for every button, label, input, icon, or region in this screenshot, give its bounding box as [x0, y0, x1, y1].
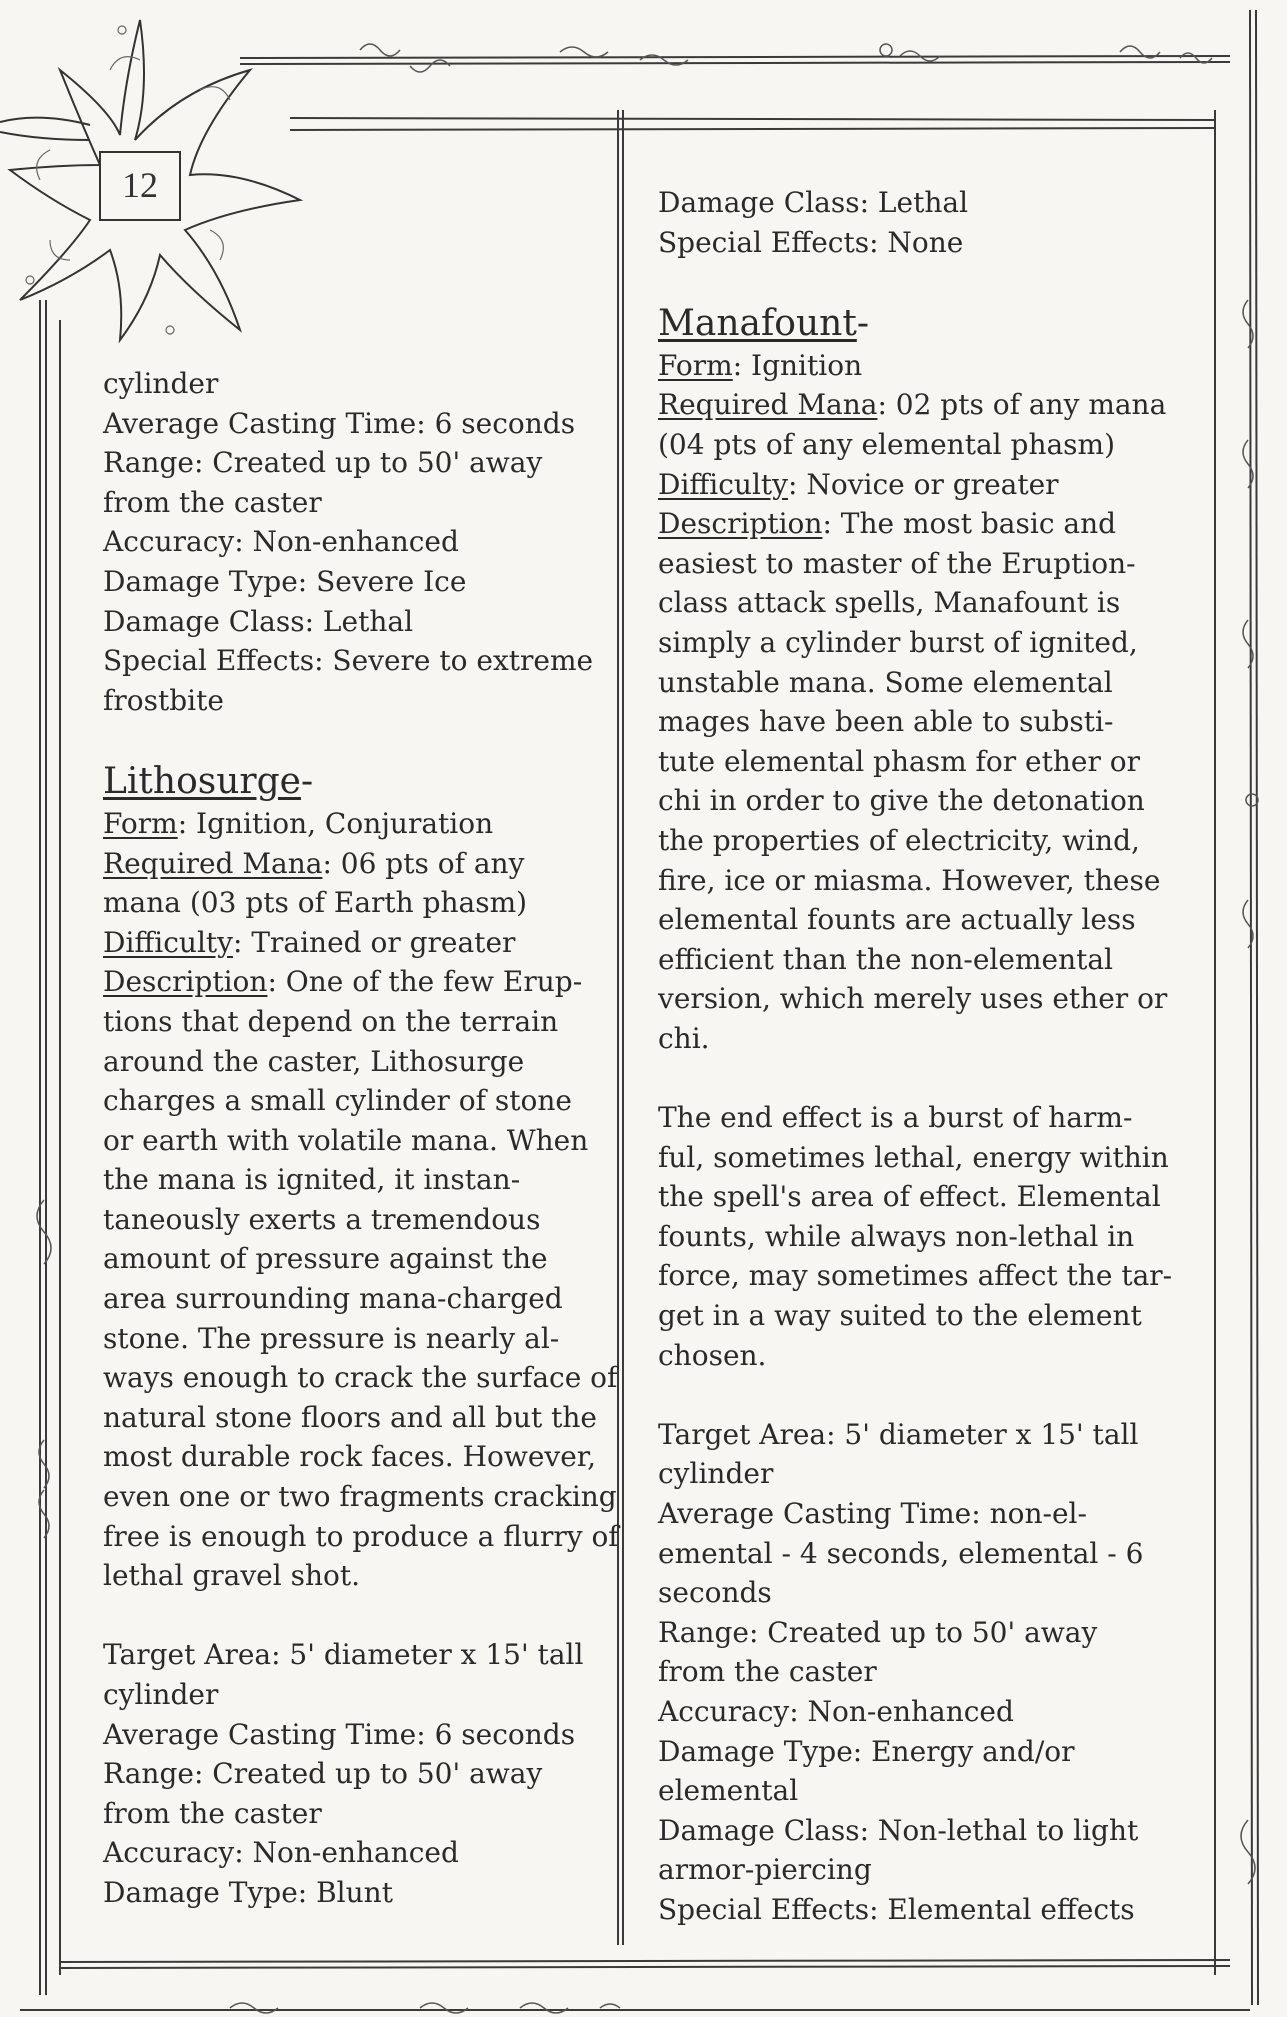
description-text: area surrounding mana-charged: [103, 1282, 563, 1316]
spell-title-text: Lithosurge: [103, 760, 301, 802]
stat-line: frostbite: [103, 683, 224, 717]
mana-value: : 06 pts of any: [322, 846, 525, 880]
description-text: mages have been able to substi-: [658, 705, 1114, 739]
stat-line: Special Effects: None: [658, 225, 964, 259]
stat-line: seconds: [658, 1576, 772, 1610]
mana-label: Required Mana: [658, 388, 878, 422]
paragraph-text: get in a way suited to the element: [658, 1299, 1142, 1333]
description-first: : One of the few Erup-: [267, 965, 583, 999]
description-text: class attack spells, Manafount is: [658, 586, 1121, 620]
spell-title-manafount: [658, 302, 1178, 346]
description-text: or earth with volatile mana. When: [103, 1123, 589, 1157]
description-line: [103, 962, 603, 1002]
stat-line: Accuracy: Non-enhanced: [658, 1694, 1014, 1728]
description-text: fire, ice or miasma. However, these: [658, 863, 1161, 897]
mana-value: : 02 pts of any mana: [877, 388, 1167, 422]
form-line: [103, 804, 603, 844]
stat-line: elemental: [658, 1774, 799, 1808]
mana-line-cont: mana (03 pts of Earth phasm): [103, 886, 528, 920]
description-text: tute elemental phasm for ether or: [658, 744, 1140, 778]
spell-title-lithosurge: [103, 760, 603, 804]
spell-title-suffix: -: [300, 760, 314, 802]
description-text: chi.: [658, 1021, 710, 1055]
difficulty-value: : Novice or greater: [788, 467, 1059, 501]
stat-line: Range: Created up to 50' away: [103, 446, 543, 480]
stat-line: Target Area: 5' diameter x 15' tall: [658, 1417, 1139, 1451]
spell-title-text: Manafount: [658, 302, 857, 344]
paragraph-text: founts, while always non-lethal in: [658, 1219, 1135, 1253]
description-text: most durable rock faces. However,: [103, 1440, 596, 1474]
stat-line: Accuracy: Non-enhanced: [103, 1836, 459, 1870]
difficulty-label: Difficulty: [658, 467, 788, 501]
description-text: charges a small cylinder of stone: [103, 1084, 572, 1118]
form-value: : Ignition: [732, 348, 863, 382]
description-text: chi in order to give the detonation: [658, 784, 1145, 818]
paragraph-text: the spell's area of effect. Elemental: [658, 1180, 1161, 1214]
description-text: even one or two fragments cracking: [103, 1480, 617, 1514]
stat-line: Damage Class: Non-lethal to light: [658, 1813, 1139, 1847]
description-text: around the caster, Lithosurge: [103, 1044, 525, 1078]
description-text: tions that depend on the terrain: [103, 1004, 559, 1038]
stat-line: cylinder: [103, 1678, 219, 1711]
paragraph-text: ful, sometimes lethal, energy within: [658, 1140, 1169, 1174]
stat-line: Range: Created up to 50' away: [103, 1757, 543, 1791]
description-text: free is enough to produce a flurry of: [103, 1519, 619, 1553]
right-column: [658, 183, 1178, 1930]
stat-line: Damage Class: Lethal: [103, 604, 414, 638]
description-first: : The most basic and: [822, 507, 1117, 541]
stat-line: cylinder: [103, 367, 219, 400]
left-column: [103, 364, 619, 1913]
stat-line: Damage Type: Energy and/or: [658, 1734, 1075, 1768]
paragraph-text: chosen.: [658, 1338, 767, 1372]
form-label: Form: [103, 806, 178, 840]
stat-line: from the caster: [103, 1796, 322, 1830]
form-label: Form: [658, 348, 733, 382]
difficulty-line: [103, 923, 603, 963]
description-text: lethal gravel shot.: [103, 1559, 361, 1593]
mana-line: [658, 385, 1178, 425]
spell-title-suffix: -: [856, 302, 869, 344]
description-text: unstable mana. Some elemental: [658, 665, 1113, 699]
description-text: natural stone floors and all but the: [103, 1400, 597, 1434]
mana-label: Required Mana: [103, 846, 323, 880]
description-text: amount of pressure against the: [103, 1242, 548, 1276]
difficulty-line: [658, 465, 1178, 505]
stat-line: from the caster: [658, 1655, 877, 1689]
description-text: version, which merely uses ether or: [658, 982, 1168, 1016]
stat-line: Target Area: 5' diameter x 15' tall: [103, 1638, 584, 1672]
stat-line: Average Casting Time: non-el-: [658, 1497, 1087, 1530]
description-text: elemental founts are actually less: [658, 903, 1136, 937]
description-text: efficient than the non-elemental: [658, 942, 1114, 976]
stat-line: armor-piercing: [658, 1853, 872, 1887]
description-label: Description: [103, 965, 268, 999]
description-text: the mana is ignited, it instan-: [103, 1163, 521, 1197]
stat-line: emental - 4 seconds, elemental - 6: [658, 1536, 1144, 1570]
description-label: Description: [658, 507, 823, 541]
stat-line: Average Casting Time: 6 seconds: [103, 1717, 576, 1751]
stat-line: Accuracy: Non-enhanced: [103, 525, 459, 559]
stat-line: Special Effects: Severe to extreme: [103, 644, 594, 678]
description-text: stone. The pressure is nearly al-: [103, 1321, 560, 1355]
paragraph-text: force, may sometimes affect the tar-: [658, 1259, 1173, 1293]
stat-line: Special Effects: Elemental effects: [658, 1892, 1135, 1926]
mana-line: [103, 844, 603, 884]
form-line: [658, 346, 1178, 386]
description-text: the properties of electricity, wind,: [658, 823, 1140, 857]
stat-line: cylinder: [658, 1457, 774, 1491]
description-text: simply a cylinder burst of ignited,: [658, 625, 1138, 659]
stat-line: Damage Class: Lethal: [658, 186, 969, 219]
difficulty-label: Difficulty: [103, 925, 233, 959]
stat-line: Average Casting Time: 6 seconds: [103, 406, 576, 440]
form-value: : Ignition, Conjuration: [177, 806, 494, 840]
difficulty-value: : Trained or greater: [233, 925, 516, 959]
stat-line: from the caster: [103, 485, 322, 519]
page-number: 12: [122, 165, 158, 205]
stat-line: Damage Type: Severe Ice: [103, 564, 467, 598]
mana-line-cont: (04 pts of any elemental phasm): [658, 427, 1116, 461]
paragraph-text: The end effect is a burst of harm-: [658, 1101, 1133, 1135]
description-text: taneously exerts a tremendous: [103, 1202, 541, 1236]
stat-line: Damage Type: Blunt: [103, 1875, 393, 1909]
description-line: [658, 504, 1178, 544]
description-text: ways enough to crack the surface of: [103, 1361, 618, 1395]
stat-line: Range: Created up to 50' away: [658, 1615, 1098, 1649]
description-text: easiest to master of the Eruption-: [658, 546, 1136, 580]
